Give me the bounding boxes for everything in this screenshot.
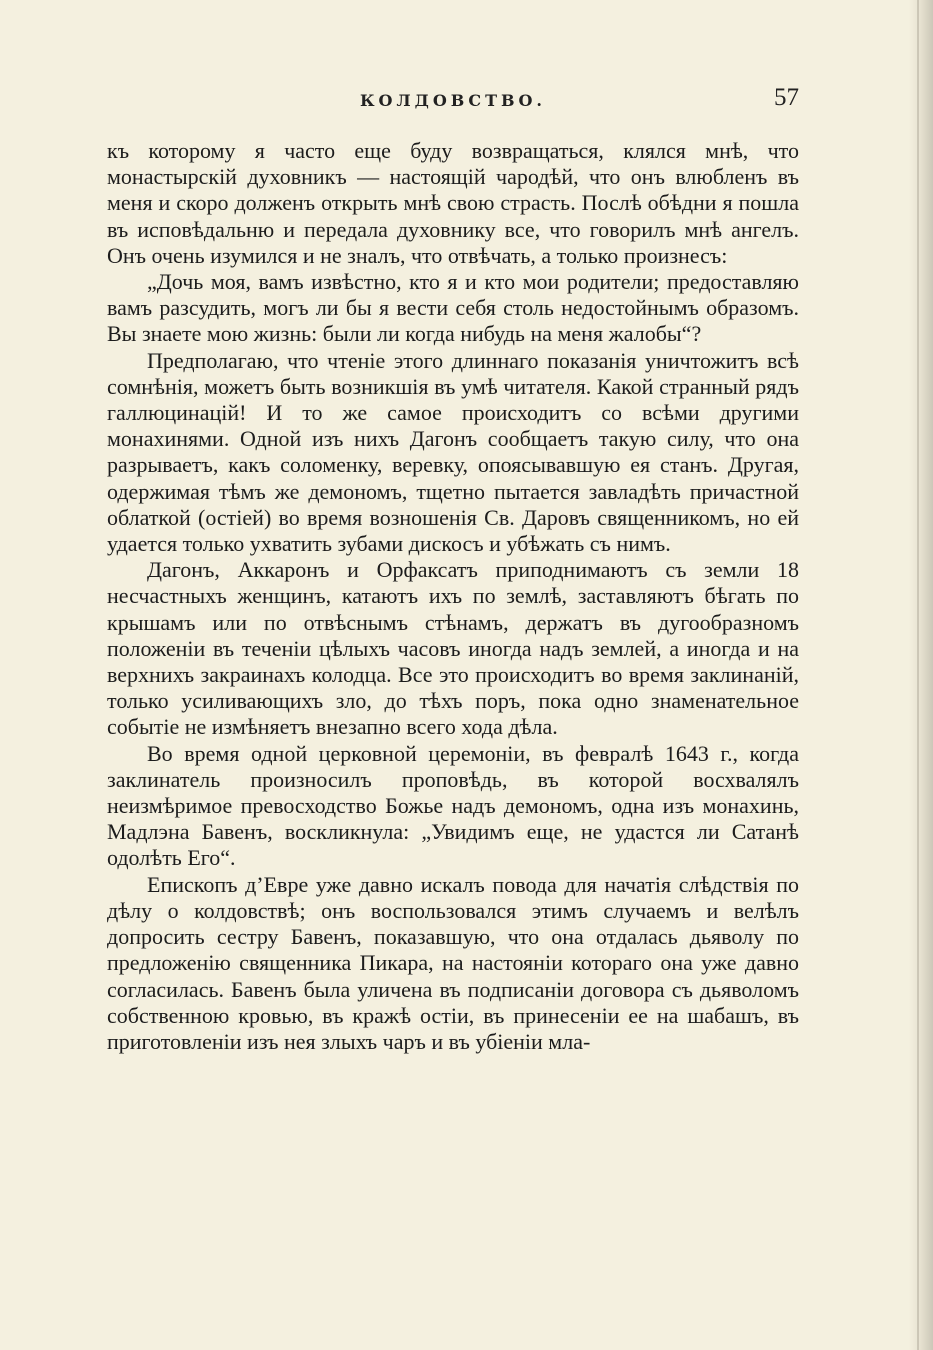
paragraph: Во время одной церковной церемоніи, въ февралѣ 1643 г., когда заклинатель произносилъ проповѣдь, въ которой восхвалялъ неизмѣримое превосходство Божье надъ демономъ, одна изъ монахинь, Мадлэна Бавенъ, воскликнула: „Увидимъ еще, не удастся ли Сатанѣ одолѣть Его“.	[107, 740, 799, 871]
paragraph: Предполагаю, что чтеніе этого длиннаго показанія уничтожитъ всѣ сомнѣнія, можетъ быть возникшія въ умѣ читателя. Какой странный рядъ галлюцинацій! И то же самое происходитъ со всѣми другими монахинями. Одной изъ нихъ Дагонъ сообщаетъ такую силу, что она разрываетъ, какъ соломенку, веревку, опоясывавшую ея станъ. Другая, одержимая тѣмъ же демономъ, тщетно пытается завладѣть причастной облаткой (остіей) во время возношенія Св. Даровъ священникомъ, но ей удается только ухватить зубами дискосъ и убѣжать съ нимъ.	[107, 347, 799, 557]
running-head: КОЛДОВСТВО.	[360, 91, 546, 110]
paragraph-continuation: къ которому я часто еще буду возвращаться, клялся мнѣ, что монастырскій духовникъ — настоящій чародѣй, что онъ влюбленъ въ меня и скоро долженъ открыть мнѣ свою страсть. Послѣ обѣдни я пошла въ исповѣдальню и передала духовнику все, что говорилъ мнѣ ангелъ. Онъ очень изумился и не зналъ, что отвѣчать, а только произнесъ:	[107, 138, 799, 268]
paragraph-quote: „Дочь моя, вамъ извѣстно, кто я и кто мои родители; предоставляю вамъ разсудить, могъ ли бы я вести себя столь недостойнымъ образомъ. Вы знаете мою жизнь: были ли когда нибудь на меня жалобы“?	[107, 269, 799, 347]
page-header	[107, 84, 799, 120]
paragraph: Дагонъ, Аккаронъ и Орфаксатъ приподнимаютъ съ земли 18 несчастныхъ женщинъ, катаютъ ихъ по землѣ, заставляютъ бѣгать по крышамъ или по отвѣснымъ стѣнамъ, держатъ въ дугообразномъ положеніи въ теченіи цѣлыхъ часовъ иногда надъ землей, а иногда и на верхнихъ закраинахъ колодца. Все это происходитъ во время заклинаній, только усиливающихъ зло, до тѣхъ поръ, пока одно знаменательное событіе не измѣняетъ внезапно всего хода дѣла.	[107, 557, 799, 740]
paragraph: Епископъ д’Евре уже давно искалъ повода для начатія слѣдствія по дѣлу о колдовствѣ; онъ воспользовался этимъ случаемъ и велѣлъ допросить сестру Бавенъ, показавшую, что она отдалась дьяволу по предложенію священника Пикара, на настояніи котораго она уже давно согласилась. Бавенъ была уличена въ подписаніи договора съ дьяволомъ собственною кровью, въ кражѣ остіи, въ принесеніи ее на шабашъ, въ приготовленіи изъ нея злыхъ чаръ и въ убіеніи мла-	[107, 871, 799, 1054]
body-text	[107, 138, 799, 1055]
page-edge-line	[917, 0, 919, 1350]
page-edge-shadow	[909, 0, 933, 1350]
page-number: 57	[774, 84, 799, 111]
